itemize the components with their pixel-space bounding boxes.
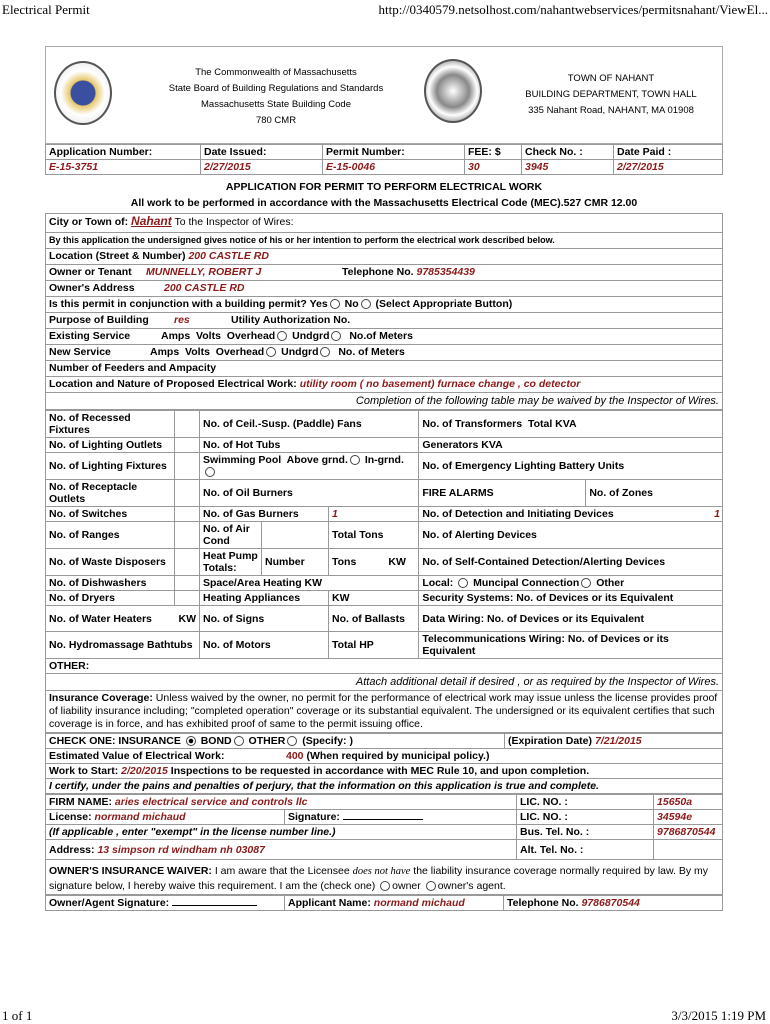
insurance-label: Insurance Coverage: [49, 692, 153, 704]
yes-label: Yes [309, 298, 328, 310]
page-title: Electrical Permit [2, 2, 90, 17]
app-number: E-15-3751 [46, 160, 201, 175]
new-undgrd: Undgrd [281, 346, 319, 358]
alt-tel-label: Alt. Tel. No. : [517, 840, 654, 860]
waiver-label: OWNER'S INSURANCE WAIVER: [49, 865, 212, 877]
date-paid-label: Date Paid : [614, 145, 723, 160]
phone-label: Telephone No. [342, 266, 414, 278]
address-label: Address: [49, 843, 95, 856]
water-heaters: No. of Water Heaters [49, 612, 152, 625]
purpose-value: res [174, 314, 190, 326]
select-note: (Select Appropriate Button) [375, 298, 513, 310]
local-label: Local: [422, 577, 454, 589]
detection-value: 1 [714, 508, 720, 520]
signs: No. of Signs [200, 606, 329, 632]
phone-value: 9785354439 [416, 266, 475, 278]
agency-line2: State Board of Building Regulations and Standards [168, 83, 384, 94]
city-label: City or Town of: [49, 216, 129, 228]
lighting-fixtures: No. of Lighting Fixtures [46, 453, 175, 480]
value-amount: 400 [286, 750, 304, 762]
owner-option: owner [392, 880, 421, 892]
hot-tubs: No. of Hot Tubs [200, 438, 419, 453]
address-value: 13 simpson rd windham nh 03087 [97, 843, 265, 856]
generators: Generators [422, 439, 479, 451]
total-kva: Total KVA [527, 418, 577, 430]
air-cond: No. of Air Cond [200, 522, 262, 549]
generators-kva: KVA [481, 439, 503, 451]
new-overhead-radio[interactable] [266, 347, 276, 357]
heat-pump: Heat Pump Totals: [200, 549, 262, 576]
fixtures-table [45, 410, 723, 674]
heating-appliances: Heating Appliances [200, 591, 329, 606]
insurance-radio[interactable] [186, 736, 196, 746]
lic2-label: LIC. NO. : [517, 810, 654, 825]
notice-row: By this application the undersigned gives notice of his or her intention to perform the electrical work described below. [45, 233, 723, 249]
date-issued: 2/27/2015 [201, 160, 323, 175]
permit-info-table [45, 144, 723, 175]
ballasts: No. of Ballasts [329, 606, 419, 632]
city-row [45, 213, 723, 233]
work-value: utility room ( no basement) furnace change , co detector [299, 378, 581, 390]
permit-number: E-15-0046 [323, 160, 465, 175]
new-amps: Amps [150, 346, 180, 358]
license-label: License: [49, 811, 92, 823]
other-label: Other [596, 577, 625, 589]
utility-label: Utility Authorization No. [231, 314, 351, 326]
bus-tel-label: Bus. Tel. No. : [517, 825, 654, 840]
heat-pump-tons: Tons [332, 556, 357, 568]
existing-overhead: Overhead [226, 330, 276, 342]
pool-above: Above grnd. [286, 454, 348, 466]
total-hp: Total HP [329, 632, 419, 659]
town-name: TOWN OF NAHANT [567, 73, 655, 84]
page-url: http://0340579.netsolhost.com/nahantwebservices/permitsnahant/ViewEl... [378, 2, 768, 17]
fire-alarms: FIRE ALARMS [419, 480, 586, 507]
existing-overhead-radio[interactable] [277, 331, 287, 341]
conjunction-label: Is this permit in conjunction with a building permit? [49, 298, 307, 310]
pool-ingrnd-radio[interactable] [205, 467, 215, 477]
owner-radio[interactable] [380, 881, 390, 891]
water-heaters-kw: KW [178, 612, 196, 625]
tel-value: 9786870544 [581, 897, 640, 909]
total-tons: Total Tons [329, 522, 419, 549]
firm-table [45, 794, 723, 860]
local-radio[interactable] [458, 578, 468, 588]
new-label: New Service [49, 346, 111, 358]
bus-tel-value: 9786870544 [654, 825, 723, 840]
gas-burners: No. of Gas Burners [200, 507, 329, 522]
date-issued-label: Date Issued: [201, 145, 323, 160]
telecom-wiring: Telecommunications Wiring: No. of Devices or its Equivalent [419, 632, 723, 659]
self-contained-devices: No. of Self-Contained Detection/Alerting Devices [419, 549, 723, 576]
existing-service-row [45, 329, 723, 345]
owner-address-label: Owner's Address [49, 282, 135, 294]
hydromassage: No. Hydromassage Bathtubs [46, 632, 200, 659]
check-one-label: CHECK ONE: INSURANCE [49, 735, 181, 747]
applicant-value: normand michaud [373, 897, 465, 909]
existing-volts: Volts [196, 330, 221, 342]
existing-amps: Amps [161, 330, 191, 342]
zones: No. of Zones [586, 480, 723, 507]
check-number: 3945 [522, 160, 614, 175]
specify-label: (Specify: ) [302, 735, 353, 747]
existing-undgrd: Undgrd [292, 330, 330, 342]
attach-note: Attach additional detail if desired , or as required by the Inspector of Wires. [45, 674, 723, 691]
heating-kw: KW [329, 591, 419, 606]
applicant-label: Applicant Name: [288, 897, 371, 909]
certify-row: I certify, under the pains and penalties of perjury, that the information on this application is true and complete. [46, 779, 723, 794]
town-block [501, 71, 721, 119]
emergency-lighting: No. of Emergency Lighting Battery Units [419, 453, 723, 480]
check-number-label: Check No. : [522, 145, 614, 160]
owner-label: Owner or Tenant [49, 266, 132, 278]
firm-value: aries electrical service and controls llc [114, 796, 308, 808]
no-radio[interactable] [361, 299, 371, 309]
agency-line4: 780 CMR [255, 115, 297, 126]
waste-disposers: No. of Waste Disposers [46, 549, 175, 576]
alerting-devices: No. of Alerting Devices [419, 522, 723, 549]
data-wiring: Data Wiring: No. of Devices or its Equivalent [419, 606, 723, 632]
new-overhead: Overhead [215, 346, 265, 358]
gas-burners-value: 1 [329, 507, 419, 522]
start-label: Work to Start: [49, 765, 119, 777]
insurance-row [45, 691, 723, 733]
other-ins-label: OTHER [248, 735, 286, 747]
new-undgrd-radio[interactable] [320, 347, 330, 357]
expiration-value: 7/21/2015 [594, 735, 642, 747]
feeders-row: Number of Feeders and Ampacity [45, 361, 723, 377]
purpose-label: Purpose of Building [49, 314, 149, 326]
municipal-radio[interactable] [581, 578, 591, 588]
dishwashers: No. of Dishwashers [46, 576, 175, 591]
fee-label: FEE: $ [465, 145, 522, 160]
page-count: 1 of 1 [2, 1008, 33, 1023]
owner-sig-line[interactable] [172, 905, 257, 906]
town-address: 335 Nahant Road, NAHANT, MA 01908 [528, 105, 694, 116]
pool: Swimming Pool [203, 454, 282, 466]
value-note: (When required by municipal policy.) [306, 750, 490, 762]
motors: No. of Motors [200, 632, 329, 659]
massachusetts-seal-icon [54, 61, 112, 125]
bond-label: BOND [200, 735, 232, 747]
no-label: No [344, 298, 359, 310]
insurance-text: Unless waived by the owner, no permit for the performance of electrical work may issue unless the license provides proof of liability insurance including; "completed operation" coverage or its substantial equivalent. The undersigned or its equivalent certifies that such coverage is in force, and has exhibited proof of same to the permit issuing office. [49, 692, 718, 730]
tel-label: Telephone No. [507, 897, 579, 909]
signature-line[interactable] [343, 819, 423, 820]
purpose-row [45, 313, 723, 329]
new-service-row [45, 345, 723, 361]
pool-above-radio[interactable] [350, 455, 360, 465]
ceiling-fans: No. of Ceil.-Susp. (Paddle) Fans [200, 411, 419, 438]
owner-address-value: 200 CASTLE RD [164, 282, 245, 294]
existing-label: Existing Service [49, 330, 131, 342]
owner-row [45, 265, 723, 281]
other-row: OTHER: [46, 659, 723, 674]
date-paid: 2/27/2015 [614, 160, 723, 175]
lic2-value: 34594e [654, 810, 723, 825]
transformers: No. of Transformers [422, 418, 523, 430]
permit-number-label: Permit Number: [323, 145, 465, 160]
conjunction-row [45, 297, 723, 313]
agency-block [156, 65, 396, 129]
work-row [45, 377, 723, 393]
other-radio[interactable] [287, 736, 297, 746]
lighting-outlets: No. of Lighting Outlets [46, 438, 175, 453]
new-volts: Volts [185, 346, 210, 358]
heat-pump-kw: KW [388, 556, 406, 568]
start-value: 2/20/2015 [121, 765, 168, 777]
space-heating: Space/Area Heating KW [200, 576, 419, 591]
ranges: No. of Ranges [46, 522, 175, 549]
recessed-fixtures: No. of Recessed Fixtures [46, 411, 175, 438]
agent-radio[interactable] [426, 881, 436, 891]
receptacle-outlets: No. of Receptacle Outlets [46, 480, 175, 507]
insurance-table [45, 733, 723, 794]
waiver-table [45, 895, 723, 911]
new-meters: No. of Meters [338, 346, 405, 358]
yes-radio[interactable] [330, 299, 340, 309]
firm-label: FIRM NAME: [49, 796, 112, 808]
existing-undgrd-radio[interactable] [331, 331, 341, 341]
exempt-note: (If applicable , enter "exempt" in the license number line.) [46, 825, 517, 840]
signature-label: Signature: [288, 811, 340, 823]
location-label: Location (Street & Number) [49, 250, 186, 262]
city-suffix: To the Inspector of Wires: [174, 216, 294, 228]
owner-value: MUNNELLY, ROBERT J [146, 266, 262, 278]
waiver-text2: does not have [352, 866, 411, 877]
location-row [45, 249, 723, 265]
detection-devices: No. of Detection and Initiating Devices [422, 508, 614, 520]
agent-option: owner's agent. [437, 880, 506, 892]
form-header [45, 46, 723, 144]
bond-radio[interactable] [234, 736, 244, 746]
waiver-text3: the liability insurance coverage normally required by law. By my signature below, I hereby waive this requirement. I am the (check one) [49, 865, 708, 892]
owner-address-row [45, 281, 723, 297]
lic1-value: 15650a [654, 795, 723, 810]
town-dept: BUILDING DEPARTMENT, TOWN HALL [525, 89, 697, 100]
form-subtitle: All work to be performed in accordance with the Massachusetts Electrical Code (MEC).527 CMR 12.00 [130, 197, 638, 209]
agency-line3: Massachusetts State Building Code [201, 99, 351, 110]
waiver-text1: I am aware that the Licensee [214, 865, 350, 877]
dryers: No. of Dryers [46, 591, 175, 606]
license-value: normand michaud [94, 811, 186, 823]
page-timestamp: 3/3/2015 1:19 PM [671, 1008, 766, 1023]
pool-ingrnd: In-grnd. [364, 454, 404, 466]
expiration-label: (Expiration Date) [508, 735, 593, 747]
permit-form [45, 46, 723, 911]
nahant-seal-icon [424, 59, 482, 123]
agency-line1: The Commonwealth of Massachusetts [195, 67, 357, 78]
heat-pump-number: Number [262, 549, 329, 576]
existing-meters: No.of Meters [349, 330, 413, 342]
oil-burners: No. of Oil Burners [200, 480, 419, 507]
city-value: Nahant [131, 214, 172, 228]
location-value: 200 CASTLE RD [188, 250, 269, 262]
app-number-label: Application Number: [46, 145, 201, 160]
switches: No. of Switches [46, 507, 175, 522]
municipal-label: Muncipal Connection [473, 577, 580, 589]
work-label: Location and Nature of Proposed Electrical Work: [49, 378, 297, 390]
waiver-row [45, 860, 723, 895]
owner-sig-label: Owner/Agent Signature: [49, 897, 170, 909]
value-label: Estimated Value of Electrical Work: [49, 750, 225, 762]
security-systems: Security Systems: No. of Devices or its Equivalent [419, 591, 723, 606]
start-note: Inspections to be requested in accordance with MEC Rule 10, and upon completion. [170, 765, 590, 777]
lic1-label: LIC. NO. : [517, 795, 654, 810]
form-title: APPLICATION FOR PERMIT TO PERFORM ELECTRICAL WORK [225, 181, 543, 193]
waiver-note: Completion of the following table may be waived by the Inspector of Wires. [45, 393, 723, 410]
fee-value: 30 [465, 160, 522, 175]
